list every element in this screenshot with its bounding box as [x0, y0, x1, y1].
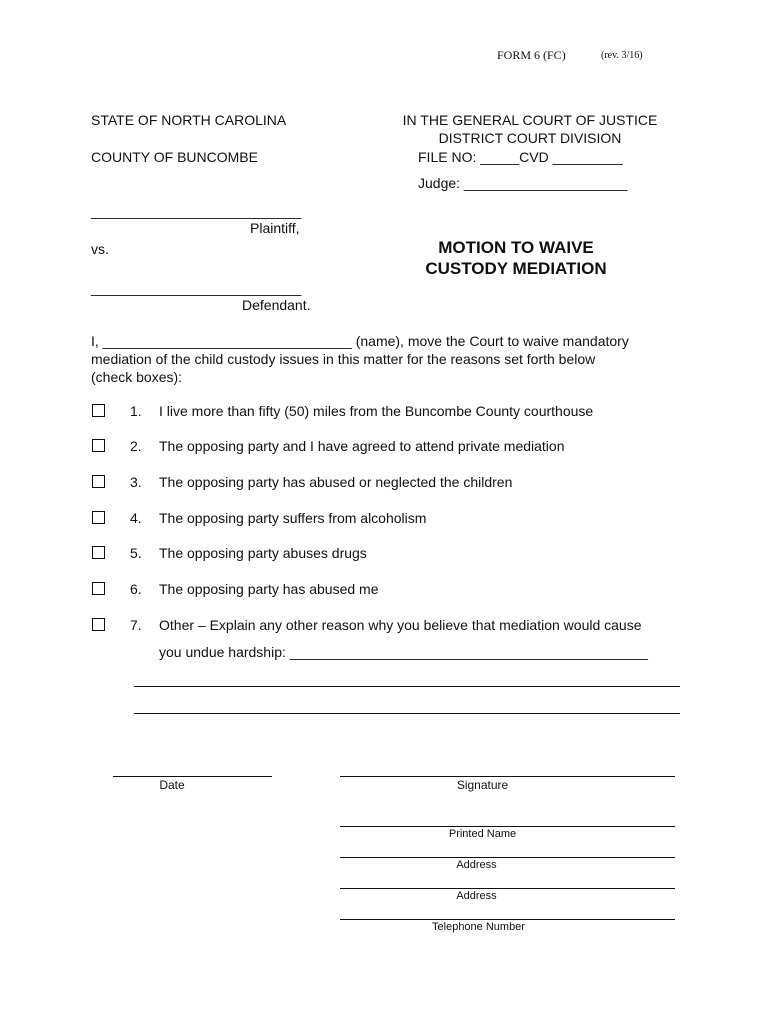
- reason-text-5: The opposing party abuses drugs: [159, 545, 367, 561]
- reason-checkbox-2[interactable]: [92, 439, 105, 452]
- address-line-1[interactable]: [340, 857, 675, 858]
- hardship-field[interactable]: you undue hardship: ______________________________________________: [159, 644, 648, 660]
- form-id: FORM 6 (FC): [497, 48, 566, 62]
- defendant-label: Defendant.: [242, 297, 311, 313]
- address-label-1: Address: [456, 859, 497, 871]
- signature-line[interactable]: [340, 776, 675, 777]
- plaintiff-label: Plaintiff,: [250, 220, 300, 236]
- court-caption-line2: DISTRICT COURT DIVISION: [438, 130, 622, 146]
- intro-line2: mediation of the child custody issues in this matter for the reasons set forth below: [91, 351, 596, 367]
- reason-text-3: The opposing party has abused or neglected the children: [159, 474, 513, 490]
- telephone-line[interactable]: [340, 919, 675, 920]
- address-label-2: Address: [456, 890, 497, 902]
- reason-checkbox-6[interactable]: [92, 582, 105, 595]
- reason-checkbox-5[interactable]: [92, 546, 105, 559]
- reason-number-1: 1.: [130, 403, 142, 419]
- reason-number-4: 4.: [130, 510, 142, 526]
- reason-text-7: Other – Explain any other reason why you believe that mediation would cause: [159, 617, 642, 633]
- file-number-field[interactable]: FILE NO: _____CVD _________: [418, 149, 623, 165]
- reason-number-6: 6.: [130, 581, 142, 597]
- reason-number-3: 3.: [130, 474, 142, 490]
- hardship-extra-line-2[interactable]: [134, 713, 680, 714]
- reason-checkbox-7[interactable]: [92, 618, 105, 631]
- reason-text-2: The opposing party and I have agreed to attend private mediation: [159, 438, 565, 454]
- reason-text-6: The opposing party has abused me: [159, 581, 379, 597]
- court-caption-line1: IN THE GENERAL COURT OF JUSTICE: [402, 112, 658, 128]
- reason-checkbox-3[interactable]: [92, 475, 105, 488]
- date-label: Date: [159, 778, 185, 792]
- motion-title-line2: CUSTODY MEDIATION: [425, 259, 607, 278]
- telephone-label: Telephone Number: [432, 921, 525, 933]
- reason-checkbox-4[interactable]: [92, 511, 105, 524]
- reason-number-2: 2.: [130, 438, 142, 454]
- plaintiff-name-field[interactable]: ___________________________: [91, 203, 302, 219]
- state-caption: STATE OF NORTH CAROLINA: [91, 112, 287, 128]
- form-revision: (rev. 3/16): [601, 50, 643, 61]
- reason-text-1: I live more than fifty (50) miles from the Buncombe County courthouse: [159, 403, 594, 419]
- motion-title-line1: MOTION TO WAIVE: [438, 238, 594, 257]
- date-line[interactable]: [113, 776, 272, 777]
- judge-field[interactable]: Judge: _____________________: [418, 175, 628, 191]
- hardship-extra-line-1[interactable]: [134, 686, 680, 687]
- printed-name-line[interactable]: [340, 826, 675, 827]
- signature-label: Signature: [456, 778, 509, 792]
- reason-number-7: 7.: [130, 617, 142, 633]
- printed-name-label: Printed Name: [448, 828, 517, 840]
- county-caption: COUNTY OF BUNCOMBE: [91, 149, 258, 165]
- reason-number-5: 5.: [130, 545, 142, 561]
- intro-line3: (check boxes):: [91, 369, 183, 385]
- reason-text-4: The opposing party suffers from alcoholism: [159, 510, 427, 526]
- reason-checkbox-1[interactable]: [92, 404, 105, 417]
- versus-label: vs.: [91, 241, 109, 257]
- intro-line1: I, ________________________________ (name), move the Court to waive mandatory: [91, 333, 629, 349]
- defendant-name-field[interactable]: ___________________________: [91, 280, 302, 296]
- address-line-2[interactable]: [340, 888, 675, 889]
